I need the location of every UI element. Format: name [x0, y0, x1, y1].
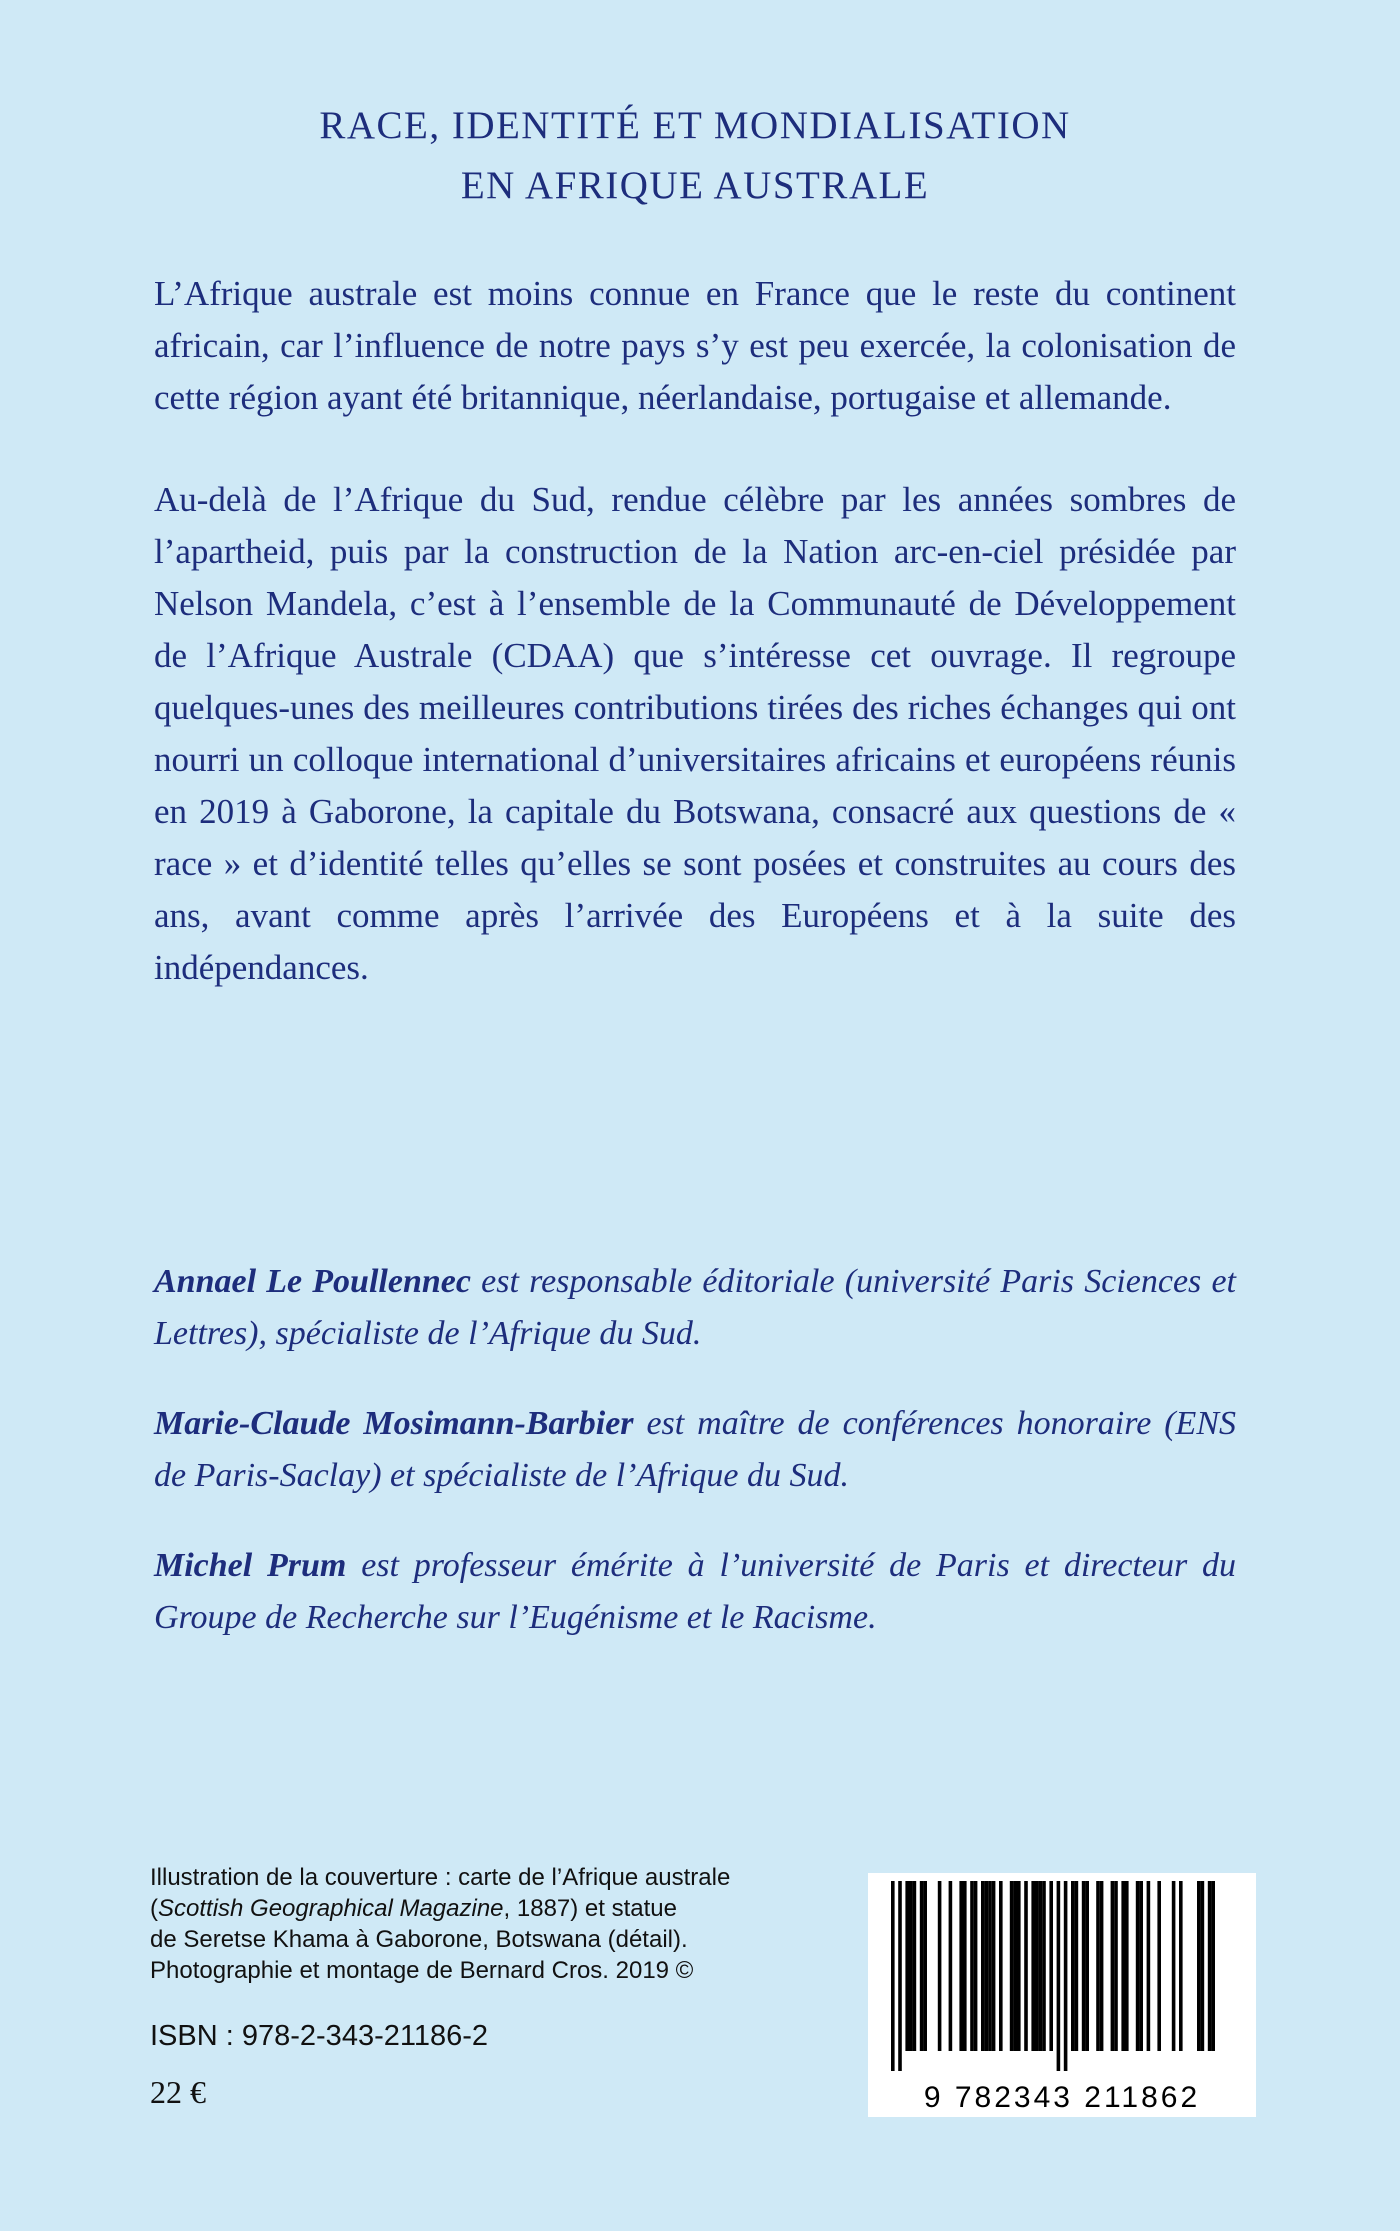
bio-author-name-3: Michel Prum — [154, 1547, 347, 1584]
cover-credits — [150, 1862, 870, 1986]
bio-text-2: est maître de conférences honoraire (ENS de Paris-Saclay) et spécialiste de l’Afrique du Sud. — [154, 1405, 1236, 1494]
barcode-bars — [891, 1881, 1233, 2113]
author-bio-1 — [154, 1256, 1236, 1360]
isbn-text: ISBN : 978-2-343-21186-2 — [150, 2020, 489, 2052]
author-bio-2 — [154, 1398, 1236, 1502]
synopsis-paragraph-1: L’Afrique australe est moins connue en France que le reste du continent africain, car l’influence de notre pays s’y est peu exercée, la colonisation de cette région ayant été britannique, néerlandaise, portugaise et allemande. — [154, 274, 1236, 417]
synopsis-paragraph-2: Au-delà de l’Afrique du Sud, rendue célèbre par les années sombres de l’apartheid, puis par la construction de la Nation arc-en-ciel présidée par Nelson Mandela, c’est à l’ensemble de la Communauté de Développement de l’Afrique Australe (CDAA) que s’intéresse cet ouvrage. Il regroupe quelques-unes des meilleures contributions tirées des riches échanges qui ont nourri un colloque international d’universitaires africains et européens réunis en 2019 à Gaborone, la capitale du Botswana, consacré aux questions de « race » et d’identité telles qu’elles se sont posées et construites au cours des ans, avant comme après l’arrivée des Européens et à la suite des indépendances. — [154, 480, 1236, 987]
credit-magazine-title: Scottish Geographical Magazine — [158, 1895, 504, 1922]
credit-line-2-pre: ( — [150, 1895, 158, 1922]
author-bio-3 — [154, 1540, 1236, 1644]
credit-line-2-post: , 1887) et statue — [503, 1895, 677, 1922]
bio-text-1: est responsable éditoriale (université Paris Sciences et Lettres), spécialiste de l’Afrique du Sud. — [154, 1263, 1236, 1352]
bio-author-name-2: Marie-Claude Mosimann-Barbier — [154, 1405, 634, 1442]
bio-text-3: est professeur émérite à l’université de Paris et directeur du Groupe de Recherche sur l’Eugénisme et le Racisme. — [154, 1547, 1236, 1636]
title-line-2: EN AFRIQUE AUSTRALE — [460, 164, 930, 207]
bio-author-name-1: Annael Le Poullennec — [154, 1263, 471, 1300]
credit-line-3: de Seretse Khama à Gaborone, Botswana (détail). — [150, 1926, 688, 1953]
credit-line-2 — [150, 1893, 870, 1924]
price-text: 22 € — [150, 2074, 206, 2110]
barcode — [868, 1873, 1256, 2117]
credit-line-1: Illustration de la couverture : carte de l’Afrique australe — [150, 1864, 731, 1891]
author-bios — [154, 1256, 1236, 1682]
title-line-1: RACE, IDENTITÉ ET MONDIALISATION — [319, 104, 1071, 147]
synopsis — [154, 268, 1236, 1044]
credit-line-4: Photographie et montage de Bernard Cros. 2019 © — [150, 1957, 694, 1984]
book-title — [154, 96, 1236, 216]
barcode-number: 9 782343 211862 — [923, 2081, 1201, 2113]
